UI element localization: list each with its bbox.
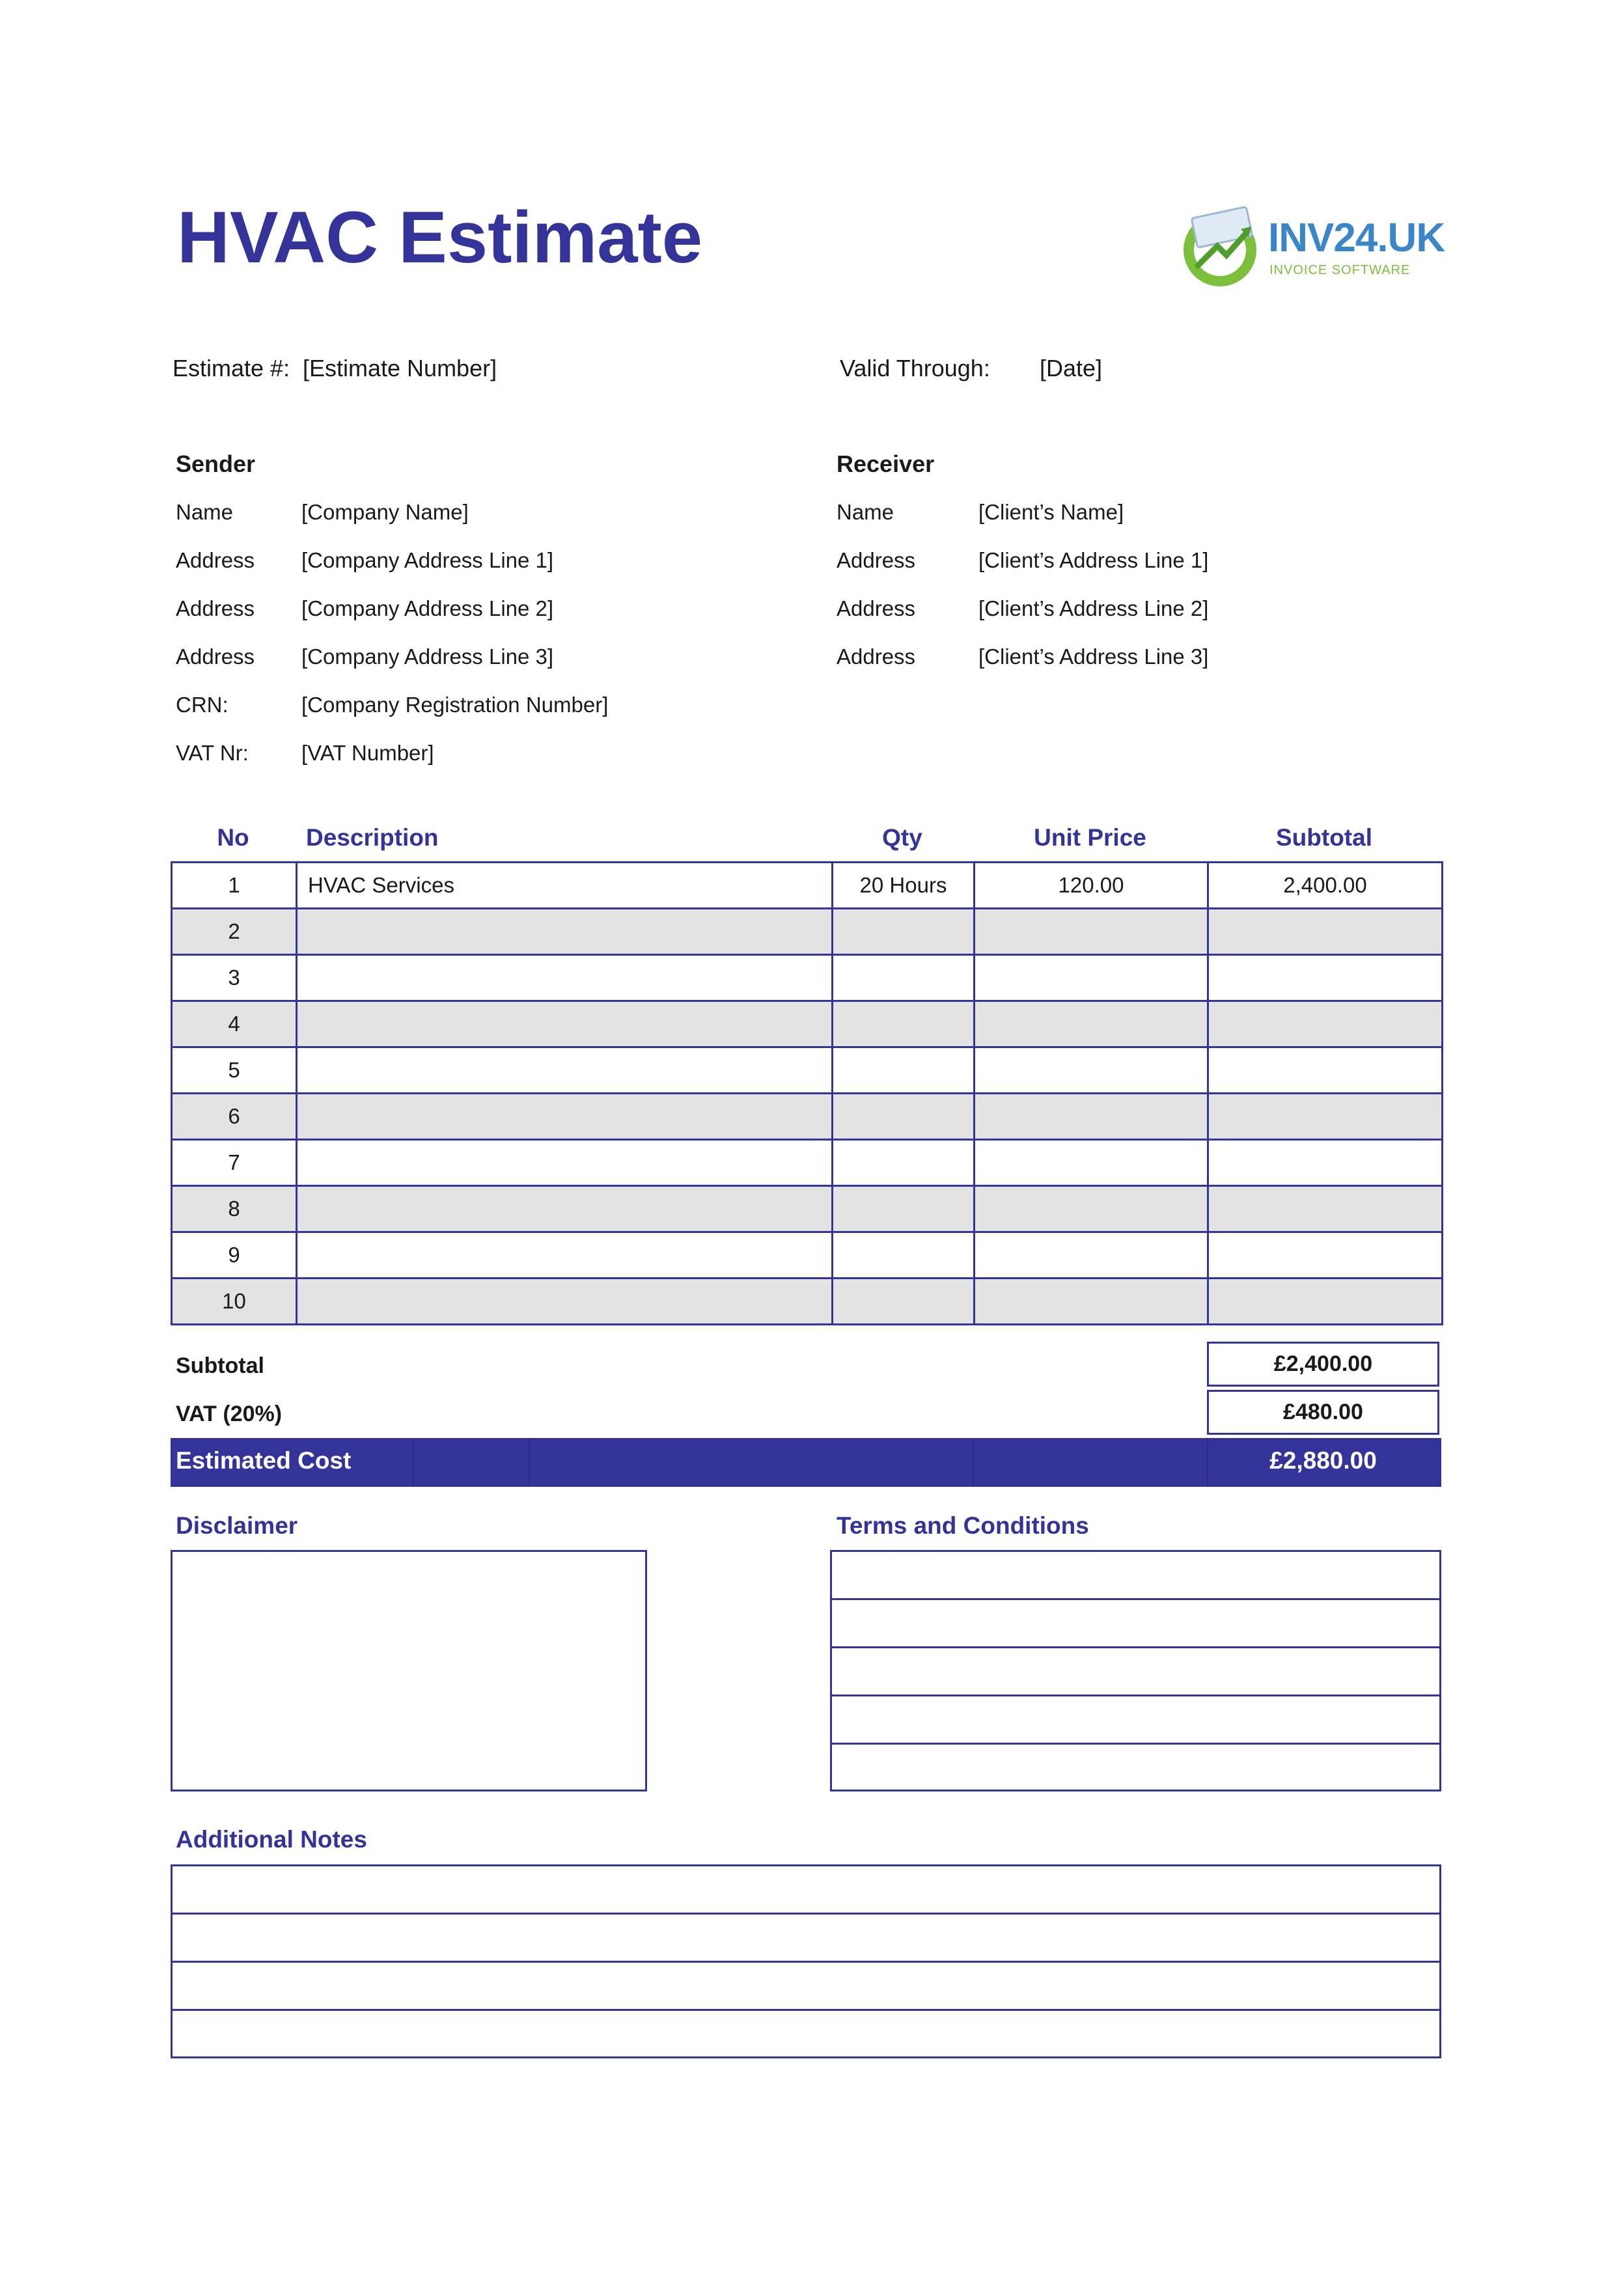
- notes-line: [173, 2009, 1439, 2011]
- valid-through-label: Valid Through:: [840, 355, 990, 381]
- cell-no: 1: [172, 863, 297, 909]
- cell-qty[interactable]: [833, 1094, 975, 1140]
- sender-address3-value[interactable]: [Company Address Line 3]: [301, 644, 554, 669]
- cell-description[interactable]: HVAC Services: [297, 863, 833, 909]
- receiver-address3-value[interactable]: [Client’s Address Line 3]: [978, 644, 1209, 669]
- cell-no: 4: [172, 1001, 297, 1047]
- sender-vat-label: VAT Nr:: [176, 741, 249, 765]
- cell-subtotal[interactable]: [1208, 1232, 1443, 1279]
- cell-description[interactable]: [297, 909, 833, 955]
- cell-unit-price[interactable]: [975, 1232, 1208, 1279]
- receiver-address3-label: Address: [837, 644, 916, 669]
- cell-qty[interactable]: [833, 955, 975, 1001]
- vat-label: VAT (20%): [176, 1402, 283, 1426]
- disclaimer-heading: Disclaimer: [176, 1512, 298, 1539]
- cell-description[interactable]: [297, 1140, 833, 1186]
- cell-no: 7: [172, 1140, 297, 1186]
- cell-qty[interactable]: [833, 1186, 975, 1232]
- cell-description[interactable]: [297, 955, 833, 1001]
- notes-line: [173, 1913, 1439, 1915]
- company-logo: [1180, 203, 1445, 288]
- cell-unit-price[interactable]: [975, 1186, 1208, 1232]
- cell-subtotal[interactable]: [1208, 955, 1443, 1001]
- disclaimer-box[interactable]: [171, 1550, 647, 1791]
- cell-qty[interactable]: [833, 1279, 975, 1325]
- receiver-name-label: Name: [837, 500, 894, 524]
- cell-description[interactable]: [297, 1001, 833, 1047]
- cell-unit-price[interactable]: [975, 1001, 1208, 1047]
- page-title: HVAC Estimate: [177, 197, 703, 278]
- estimate-number-value[interactable]: [Estimate Number]: [303, 355, 497, 381]
- sender-name-label: Name: [176, 500, 234, 524]
- sender-address1-value[interactable]: [Company Address Line 1]: [301, 548, 554, 572]
- sender-crn-value[interactable]: [Company Registration Number]: [301, 693, 609, 717]
- logo-icon: [1180, 203, 1264, 288]
- table-row: [172, 863, 1443, 909]
- table-row: [172, 1186, 1443, 1232]
- cell-unit-price[interactable]: [975, 1279, 1208, 1325]
- bar-divider: [413, 1438, 414, 1487]
- estimated-cost-value: £2,880.00: [1269, 1447, 1377, 1474]
- bar-divider: [973, 1438, 974, 1487]
- receiver-address1-value[interactable]: [Client’s Address Line 1]: [978, 548, 1209, 572]
- table-row: [172, 1094, 1443, 1140]
- cell-qty[interactable]: [833, 1047, 975, 1094]
- table-row: [172, 955, 1443, 1001]
- sender-address2-label: Address: [176, 596, 255, 620]
- logo-tagline: INVOICE SOFTWARE: [1269, 263, 1411, 277]
- estimated-cost-label: Estimated Cost: [176, 1447, 352, 1474]
- cell-qty[interactable]: [833, 1001, 975, 1047]
- cell-qty[interactable]: [833, 909, 975, 955]
- terms-line: [832, 1743, 1439, 1745]
- notes-box[interactable]: [171, 1864, 1441, 2058]
- table-row: [172, 1140, 1443, 1186]
- table-row: [172, 909, 1443, 955]
- cell-subtotal[interactable]: [1208, 1047, 1443, 1094]
- col-header-description: Description: [306, 824, 439, 851]
- estimated-cost-bar: [171, 1438, 1441, 1487]
- cell-description[interactable]: [297, 1047, 833, 1094]
- notes-heading: Additional Notes: [176, 1826, 367, 1853]
- sender-name-value[interactable]: [Company Name]: [301, 500, 469, 524]
- notes-line: [173, 1961, 1439, 1963]
- cell-qty[interactable]: [833, 1232, 975, 1279]
- cell-no: 3: [172, 955, 297, 1001]
- cell-no: 10: [172, 1279, 297, 1325]
- cell-subtotal[interactable]: 2,400.00: [1208, 863, 1443, 909]
- cell-unit-price[interactable]: 120.00: [975, 863, 1208, 909]
- cell-description[interactable]: [297, 1186, 833, 1232]
- sender-address1-label: Address: [176, 548, 255, 572]
- col-header-subtotal: Subtotal: [1276, 824, 1372, 851]
- col-header-unit-price: Unit Price: [1034, 824, 1146, 851]
- estimate-number-label: Estimate #:: [173, 355, 290, 381]
- cell-subtotal[interactable]: [1208, 909, 1443, 955]
- cell-no: 2: [172, 909, 297, 955]
- cell-unit-price[interactable]: [975, 909, 1208, 955]
- cell-no: 6: [172, 1094, 297, 1140]
- cell-description[interactable]: [297, 1094, 833, 1140]
- receiver-address2-value[interactable]: [Client’s Address Line 2]: [978, 596, 1209, 620]
- cell-no: 8: [172, 1186, 297, 1232]
- cell-qty[interactable]: [833, 1140, 975, 1186]
- cell-description[interactable]: [297, 1232, 833, 1279]
- receiver-address2-label: Address: [837, 596, 916, 620]
- table-row: [172, 1047, 1443, 1094]
- terms-line: [832, 1694, 1439, 1696]
- terms-line: [832, 1598, 1439, 1600]
- logo-brand: INV24.UK: [1268, 215, 1445, 260]
- cell-subtotal[interactable]: [1208, 1094, 1443, 1140]
- vat-value: £480.00: [1207, 1390, 1439, 1435]
- sender-heading: Sender: [176, 450, 256, 477]
- valid-through-value[interactable]: [Date]: [1040, 355, 1103, 381]
- cell-no: 9: [172, 1232, 297, 1279]
- bar-divider: [529, 1438, 530, 1487]
- sender-address3-label: Address: [176, 644, 255, 669]
- cell-subtotal[interactable]: [1208, 1001, 1443, 1047]
- terms-line: [832, 1646, 1439, 1648]
- cell-subtotal[interactable]: [1208, 1279, 1443, 1325]
- receiver-name-value[interactable]: [Client’s Name]: [978, 500, 1124, 524]
- line-items-table: [171, 861, 1443, 1325]
- col-header-no: No: [217, 824, 249, 851]
- cell-unit-price[interactable]: [975, 1140, 1208, 1186]
- sender-crn-label: CRN:: [176, 693, 228, 717]
- receiver-heading: Receiver: [837, 450, 935, 477]
- cell-description[interactable]: [297, 1279, 833, 1325]
- cell-qty[interactable]: 20 Hours: [833, 863, 975, 909]
- cell-no: 5: [172, 1047, 297, 1094]
- table-row: [172, 1279, 1443, 1325]
- terms-box[interactable]: [830, 1550, 1441, 1791]
- sender-address2-value[interactable]: [Company Address Line 2]: [301, 596, 554, 620]
- cell-subtotal[interactable]: [1208, 1186, 1443, 1232]
- terms-heading: Terms and Conditions: [837, 1512, 1089, 1539]
- receiver-address1-label: Address: [837, 548, 916, 572]
- cell-unit-price[interactable]: [975, 1047, 1208, 1094]
- cell-unit-price[interactable]: [975, 1094, 1208, 1140]
- col-header-qty: Qty: [882, 824, 922, 851]
- subtotal-value: £2,400.00: [1207, 1342, 1439, 1387]
- table-row: [172, 1001, 1443, 1047]
- cell-subtotal[interactable]: [1208, 1140, 1443, 1186]
- subtotal-label: Subtotal: [176, 1353, 264, 1378]
- table-row: [172, 1232, 1443, 1279]
- cell-unit-price[interactable]: [975, 955, 1208, 1001]
- sender-vat-value[interactable]: [VAT Number]: [301, 741, 434, 765]
